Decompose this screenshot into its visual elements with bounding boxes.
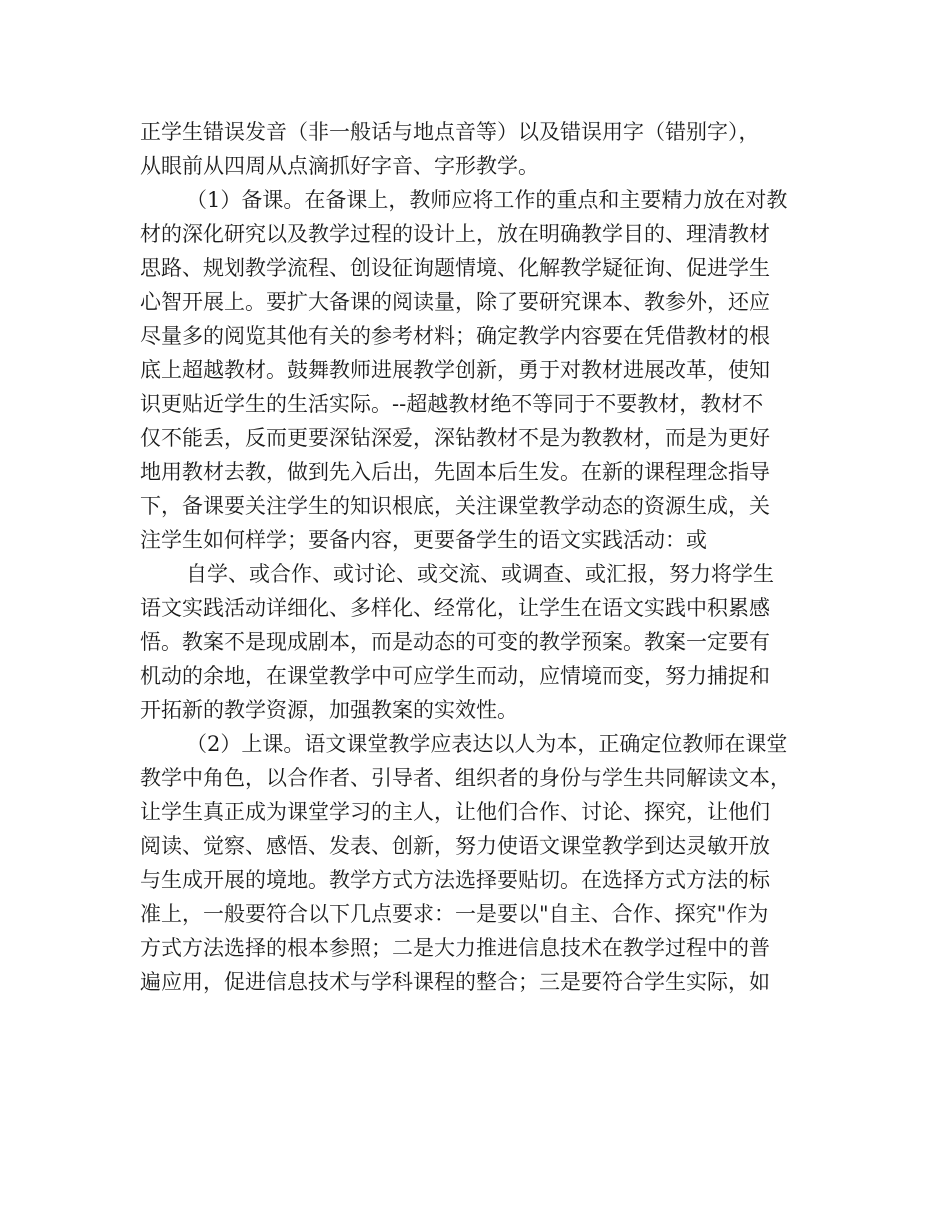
- text-line: 遍应用，促进信息技术与学科课程的整合；三是要符合学生实际，如: [140, 970, 770, 994]
- text-line: 开拓新的教学资源，加强教案的实效性。: [140, 698, 518, 722]
- text-line: 机动的余地，在课堂教学中可应学生而动，应情境而变，努力捕捉和: [140, 664, 770, 688]
- text-line: 正学生错误发音（非一般话与地点音等）以及错误用字（错别字），: [140, 120, 760, 144]
- text-line: 地用教材去教，做到先入后出，先固本后生发。在新的课程理念指导: [140, 460, 770, 484]
- text-line: 材的深化研究以及教学过程的设计上，放在明确教学目的、理清教材: [140, 222, 770, 246]
- text-line: 阅读、觉察、感悟、发表、创新，努力使语文课堂教学到达灵敏开放: [140, 834, 770, 858]
- text-line: 从眼前从四周从点滴抓好字音、字形教学。: [140, 154, 539, 178]
- text-line: 心智开展上。要扩大备课的阅读量，除了要研究课本、教参外，还应: [140, 290, 770, 314]
- text-line: 语文实践活动详细化、多样化、经常化，让学生在语文实践中积累感: [140, 596, 770, 620]
- text-line: 底上超越教材。鼓舞教师进展教学创新，勇于对教材进展改革，使知: [140, 358, 770, 382]
- text-line: 准上，一般要符合以下几点要求：一是要以"自主、合作、探究"作为: [140, 902, 769, 926]
- text-line: 下，备课要关注学生的知识根底，关注课堂教学动态的资源生成，关: [140, 494, 770, 518]
- text-line: 识更贴近学生的生活实际。--超越教材绝不等同于不要教材，教材不: [140, 392, 764, 416]
- text-line: （1）备课。在备课上，教师应将工作的重点和主要精力放在对教: [186, 188, 788, 212]
- text-line: 方式方法选择的根本参照；二是大力推进信息技术在教学过程中的普: [140, 936, 770, 960]
- text-line: 悟。教案不是现成剧本，而是动态的可变的教学预案。教案一定要有: [140, 630, 770, 654]
- text-line: 注学生如何样学；要备内容，更要备学生的语文实践活动：或: [140, 528, 707, 552]
- text-line: 让学生真正成为课堂学习的主人，让他们合作、讨论、探究，让他们: [140, 800, 770, 824]
- text-line: 与生成开展的境地。教学方式方法选择要贴切。在选择方式方法的标: [140, 868, 770, 892]
- text-line: 尽量多的阅览其他有关的参考材料；确定教学内容要在凭借教材的根: [140, 324, 770, 348]
- text-line: （2）上课。语文课堂教学应表达以人为本，正确定位教师在课堂: [186, 732, 788, 756]
- text-line: 教学中角色，以合作者、引导者、组织者的身份与学生共同解读文本，: [140, 766, 791, 790]
- text-line: 思路、规划教学流程、创设征询题情境、化解教学疑征询、促进学生: [140, 256, 770, 280]
- text-line: 仅不能丢，反而更要深钻深爱，深钻教材不是为教教材，而是为更好: [140, 426, 770, 450]
- text-line: 自学、或合作、或讨论、或交流、或调查、或汇报，努力将学生: [186, 562, 774, 586]
- document-body: [140, 115, 830, 999]
